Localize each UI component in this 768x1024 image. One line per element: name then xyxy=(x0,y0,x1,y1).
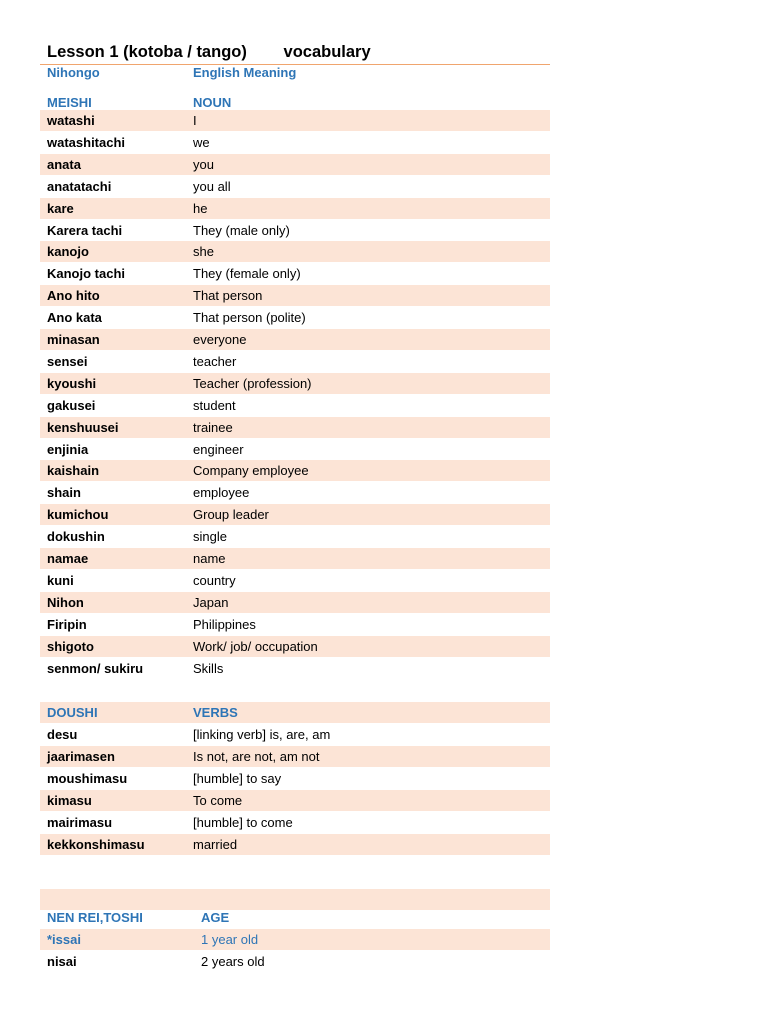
table-row xyxy=(40,329,550,350)
nihongo-term: kenshuusei xyxy=(47,419,119,435)
english-meaning: [linking verb] is, are, am xyxy=(193,727,331,742)
english-meaning: single xyxy=(193,529,227,545)
english-meaning: 1 year old xyxy=(201,932,259,947)
english-meaning: I xyxy=(193,113,197,128)
english-meaning: everyone xyxy=(193,332,247,347)
section-header-en: NOUN xyxy=(193,95,232,110)
english-meaning: [humble] to say xyxy=(193,770,282,786)
english-meaning: he xyxy=(193,200,208,216)
nihongo-term: moushimasu xyxy=(47,770,128,786)
table-row xyxy=(40,154,550,175)
english-meaning: country xyxy=(193,572,236,588)
table-row xyxy=(40,790,550,811)
nihongo-term: kyoushi xyxy=(47,375,97,391)
table-row xyxy=(40,417,550,438)
table-row xyxy=(40,658,550,679)
page-title: Lesson 1 (kotoba / tango) vocabulary xyxy=(47,43,371,61)
english-meaning: Philippines xyxy=(193,616,256,632)
table-row xyxy=(40,285,550,306)
nihongo-term: nisai xyxy=(47,953,77,969)
nihongo-term: kimasu xyxy=(47,792,92,808)
english-meaning: engineer xyxy=(193,441,244,457)
table-row xyxy=(40,198,550,219)
nihongo-term: jaarimasen xyxy=(47,748,115,764)
nihongo-term: anatatachi xyxy=(47,178,112,194)
table-row xyxy=(40,482,550,503)
nihongo-term: gakusei xyxy=(47,397,96,413)
table-row xyxy=(40,570,550,591)
table-row xyxy=(40,373,550,394)
english-meaning: she xyxy=(193,244,214,260)
nihongo-term: enjinia xyxy=(47,441,89,457)
nihongo-term: shain xyxy=(47,485,81,501)
section-header-jp: MEISHI xyxy=(47,95,92,110)
english-meaning: trainee xyxy=(193,419,233,435)
english-meaning: Japan xyxy=(193,594,229,610)
nihongo-term: sensei xyxy=(47,353,88,369)
english-meaning: name xyxy=(193,551,226,566)
english-meaning: Is not, are not, am not xyxy=(193,748,320,764)
table-row xyxy=(40,548,550,569)
nihongo-term: anata xyxy=(47,156,81,172)
column-header-row xyxy=(40,62,550,83)
table-row xyxy=(40,592,550,613)
table-row xyxy=(40,724,550,745)
table-row xyxy=(40,220,550,241)
column-header-nihongo: Nihongo xyxy=(47,65,100,80)
english-meaning: Company employee xyxy=(193,463,309,479)
nihongo-term: dokushin xyxy=(47,529,105,545)
nihongo-term: watashitachi xyxy=(47,134,126,150)
nihongo-term: senmon/ sukiru xyxy=(47,660,144,676)
english-meaning: student xyxy=(193,397,236,413)
english-meaning: teacher xyxy=(193,353,237,369)
column-header-english: English Meaning xyxy=(193,65,297,80)
english-meaning: That person xyxy=(193,288,263,304)
table-row xyxy=(40,614,550,635)
section-header-en: AGE xyxy=(201,910,230,925)
table-row xyxy=(40,460,550,481)
nihongo-term: Nihon xyxy=(47,594,84,610)
table-row xyxy=(40,241,550,262)
section-header-jp: NEN REI,TOSHI xyxy=(47,910,143,925)
section-header-en: VERBS xyxy=(193,705,238,720)
english-meaning: employee xyxy=(193,485,250,501)
table-row xyxy=(40,110,550,131)
section-header-nenrei xyxy=(40,907,550,928)
table-row xyxy=(40,351,550,372)
english-meaning: Group leader xyxy=(193,507,269,523)
nihongo-term: Ano kata xyxy=(47,310,102,326)
table-row xyxy=(40,439,550,460)
english-meaning: you all xyxy=(193,178,231,194)
nihongo-term: minasan xyxy=(47,332,100,347)
table-row xyxy=(40,263,550,284)
english-meaning: [humble] to come xyxy=(193,814,293,830)
table-row xyxy=(40,768,550,789)
nihongo-term: kanojo xyxy=(47,244,89,260)
nihongo-term: shigoto xyxy=(47,638,94,654)
english-meaning: Skills xyxy=(193,660,224,676)
english-meaning: we xyxy=(193,134,210,150)
table-row xyxy=(40,812,550,833)
table-row xyxy=(40,395,550,416)
table-row xyxy=(40,951,550,972)
nihongo-term: watashi xyxy=(47,113,95,128)
english-meaning: To come xyxy=(193,792,243,808)
table-row xyxy=(40,929,550,950)
table-row xyxy=(40,176,550,197)
english-meaning: 2 years old xyxy=(201,953,265,969)
english-meaning: Work/ job/ occupation xyxy=(193,638,318,654)
table-row xyxy=(40,504,550,525)
nihongo-term: Firipin xyxy=(47,616,87,632)
table-row xyxy=(40,746,550,767)
nihongo-term: Karera tachi xyxy=(47,222,123,238)
english-meaning: married xyxy=(193,836,238,852)
nihongo-term: kumichou xyxy=(47,507,109,523)
table-row xyxy=(40,834,550,855)
table-row xyxy=(40,636,550,657)
english-meaning: you xyxy=(193,156,214,172)
nihongo-term: desu xyxy=(47,727,78,742)
english-meaning: That person (polite) xyxy=(193,310,306,326)
nihongo-term: kaishain xyxy=(47,463,100,479)
section-header-doushi xyxy=(40,702,550,723)
nihongo-term: Kanojo tachi xyxy=(47,266,126,282)
table-row xyxy=(40,132,550,153)
nihongo-term: namae xyxy=(47,551,89,566)
nihongo-term: kuni xyxy=(47,572,74,588)
table-row xyxy=(40,307,550,328)
nihongo-term: kare xyxy=(47,200,74,216)
english-meaning: They (male only) xyxy=(193,222,290,238)
table-row xyxy=(40,526,550,547)
nihongo-term: mairimasu xyxy=(47,814,113,830)
english-meaning: They (female only) xyxy=(193,266,301,282)
nihongo-term: kekkonshimasu xyxy=(47,836,145,852)
nihongo-term: Ano hito xyxy=(47,288,100,304)
english-meaning: Teacher (profession) xyxy=(193,375,312,391)
nihongo-term: *issai xyxy=(47,932,81,947)
section-header-jp: DOUSHI xyxy=(47,705,98,720)
